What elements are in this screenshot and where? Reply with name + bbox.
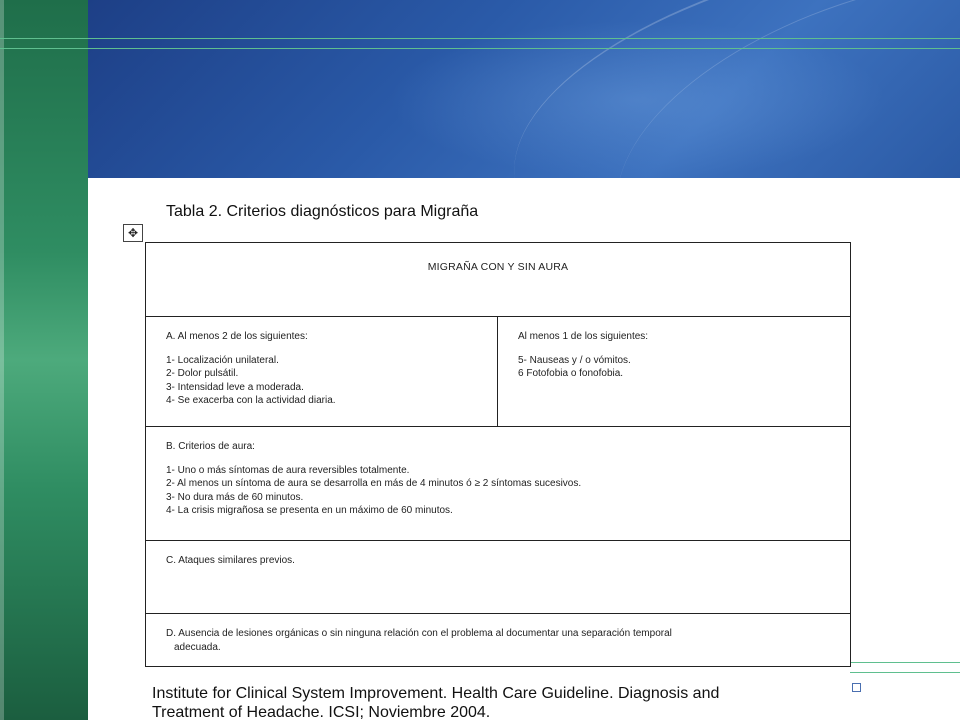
decor-line [850, 662, 960, 663]
list-item: 1- Uno o más síntomas de aura reversibles totalmente. [166, 464, 410, 476]
criteria-d-text-cont: adecuada. [174, 641, 221, 653]
list-item: 4- Se exacerba con la actividad diaria. [166, 395, 336, 406]
criteria-c-cell [146, 541, 851, 614]
table-title: MIGRAÑA CON Y SIN AURA [427, 261, 569, 273]
left-band-highlight [0, 0, 4, 720]
citation-line: Treatment of Headache. ICSI; Noviembre 2004. [152, 704, 491, 721]
top-decor-band [88, 0, 960, 178]
decor-line [850, 672, 960, 673]
decor-line [0, 38, 960, 39]
criteria-b-heading: B. Criterios de aura: [166, 441, 255, 452]
list-item: 5- Nauseas y / o vómitos. [518, 354, 631, 366]
criteria-d-cell [146, 614, 851, 667]
move-arrows-icon[interactable]: ✥ [123, 224, 143, 242]
table-caption: Tabla 2. Criterios diagnósticos para Migraña [166, 203, 479, 220]
table-title-cell [146, 243, 851, 317]
citation [152, 684, 719, 722]
criteria-a-heading: A. Al menos 2 de los siguientes: [166, 331, 308, 342]
criteria-a-right-cell [498, 317, 851, 427]
citation-line: Institute for Clinical System Improvement. Health Care Guideline. Diagnosis and [152, 685, 720, 702]
list-item: 6 Fotofobia o fonofobia. [518, 368, 624, 379]
list-item: 3- No dura más de 60 minutos. [166, 491, 304, 503]
resize-square-icon[interactable] [852, 683, 861, 692]
criteria-table [145, 242, 851, 667]
list-item: 1- Localización unilateral. [166, 354, 279, 366]
list-item: 4- La crisis migrañosa se presenta en un máximo de 60 minutos. [166, 505, 453, 516]
criteria-b-cell [146, 427, 851, 541]
list-item: 2- Al menos un síntoma de aura se desarrolla en más de 4 minutos ó ≥ 2 síntomas sucesivos. [166, 478, 582, 489]
criteria-d-text: D. Ausencia de lesiones orgánicas o sin ninguna relación con el problema al documentar una separación temporal [166, 628, 672, 639]
list-item: 2- Dolor pulsátil. [166, 368, 239, 379]
criteria-c-text: C. Ataques similares previos. [166, 555, 295, 566]
left-decor-band [0, 0, 88, 720]
criteria-a-cell [146, 317, 498, 427]
decor-line [0, 48, 960, 49]
list-item: 3- Intensidad leve a moderada. [166, 381, 304, 393]
criteria-a-right-heading: Al menos 1 de los siguientes: [518, 331, 649, 342]
